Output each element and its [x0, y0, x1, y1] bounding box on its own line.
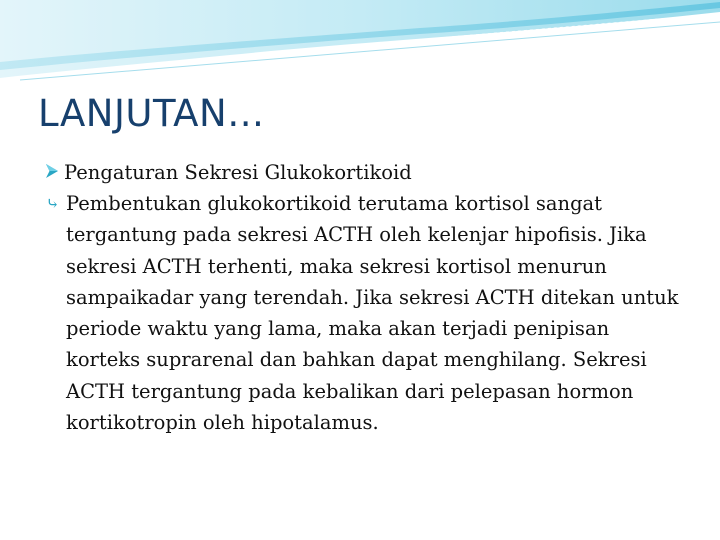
arrow-right-icon: [44, 163, 64, 179]
bullet-main-text: Pengaturan Sekresi Glukokortikoid: [64, 161, 412, 184]
slide-content: [44, 157, 684, 458]
slide-title: LANJUTAN…: [38, 92, 265, 135]
curved-arrow-icon: ⤷: [46, 194, 60, 213]
header-wave-decoration: [0, 0, 720, 90]
bullet-main: [44, 157, 684, 188]
bullet-sub: [44, 188, 684, 438]
bullet-sub-text: Pembentukan glukokortikoid terutama kortisol sangat tergantung pada sekresi ACTH oleh kelenjar hipofisis. Jika sekresi ACTH terhenti, maka sekresi kortisol menurun sampaikadar yang terendah. Jika sekresi ACTH ditekan untuk periode waktu yang lama, maka akan terjadi penipisan korteks suprarenal dan bahkan dapat menghilang. Sekresi ACTH tergantung pada kebalikan dari pelepasan hormon kortikotropin oleh hipotalamus.: [66, 192, 679, 435]
